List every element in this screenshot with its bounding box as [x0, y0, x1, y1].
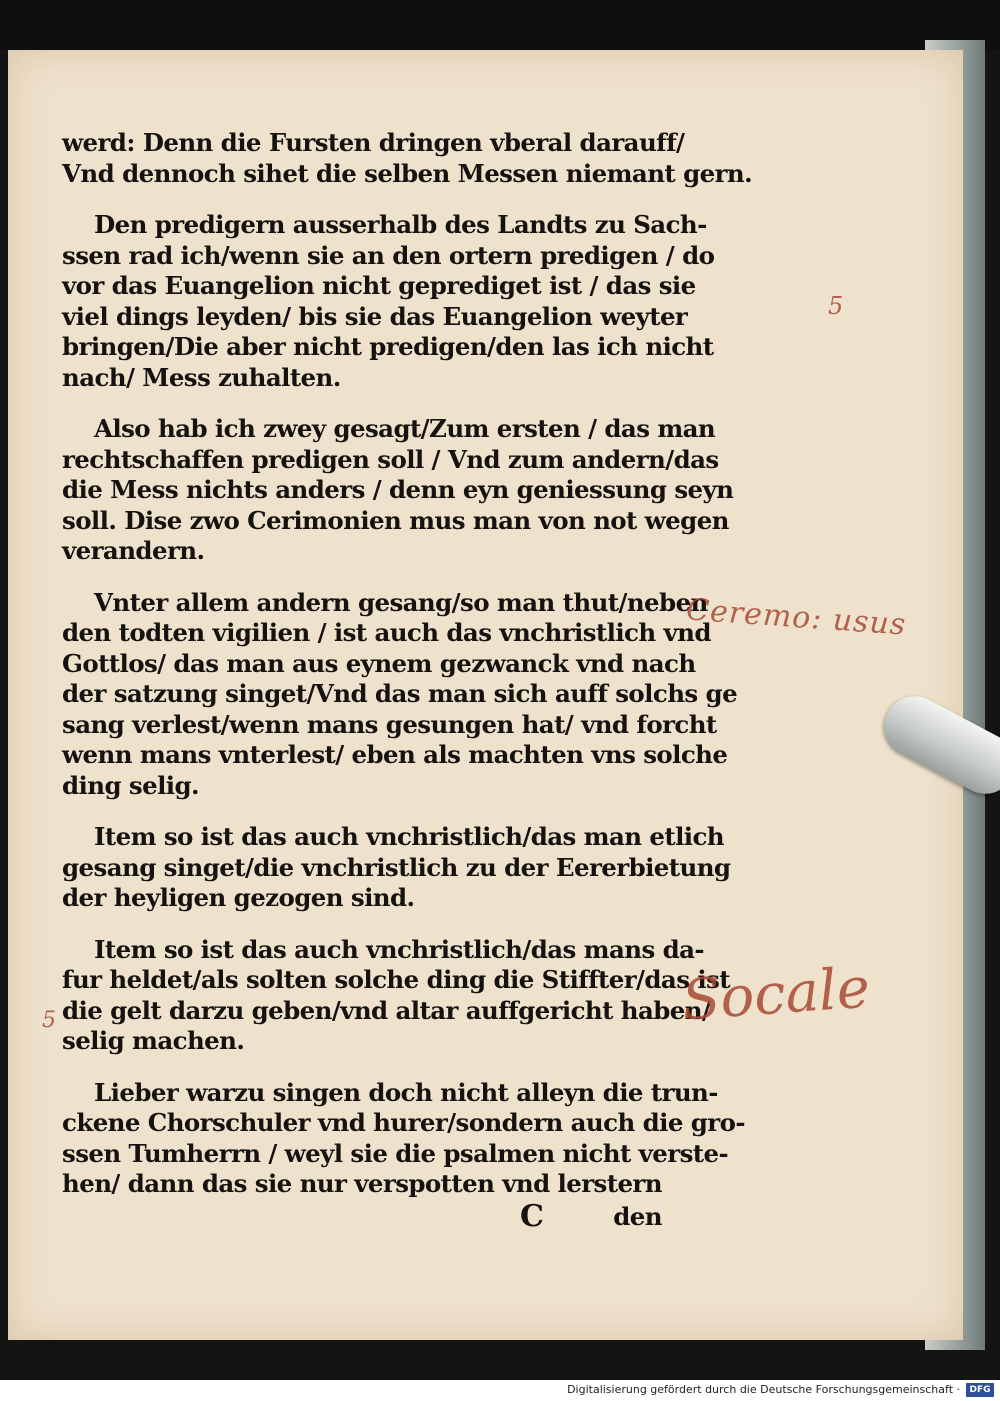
text-line: selig machen.: [62, 1026, 245, 1055]
text-line: vor das Euangelion nicht geprediget ist / das sie: [62, 271, 696, 300]
text-line: die Mess nichts anders / denn eyn geniessung seyn: [62, 475, 734, 504]
paragraph: [62, 210, 715, 393]
scan-background-top: [0, 0, 1000, 50]
text-line: hen/ dann das sie nur verspotten vnd lerstern: [62, 1169, 662, 1198]
text-line: viel dings leyden/ bis sie das Euangelion weyter: [62, 301, 688, 331]
text-line: nach/ Mess zuhalten.: [62, 362, 341, 392]
paragraph: [62, 822, 731, 914]
text-line: den todten vigilien / ist auch das vnchristlich vnd: [62, 618, 711, 647]
paragraph: [62, 128, 753, 189]
text-line: ssen rad ich/wenn sie an den ortern predigen / do: [62, 240, 715, 270]
margin-note-left-5: 5: [42, 1008, 56, 1033]
body-text: [62, 128, 753, 1234]
text-line: die gelt darzu geben/vnd altar auffgericht haben/: [62, 995, 711, 1025]
text-line: Also hab ich zwey gesagt/Zum ersten / das man: [94, 414, 716, 443]
text-line: gesang singet/die vnchristlich zu der Eererbietung: [62, 852, 731, 882]
dfg-logo: DFG: [966, 1383, 994, 1397]
text-line: ssen Tumherrn / weyl sie die psalmen nicht verste-: [62, 1138, 729, 1168]
catchword: den: [613, 1201, 662, 1231]
footer-bar: [0, 1380, 1000, 1401]
text-line: Item so ist das auch vnchristlich/das mans da-: [94, 934, 704, 964]
paragraph: [62, 587, 738, 802]
text-line: ckene Chorschuler vnd hurer/sondern auch die gro-: [62, 1108, 745, 1137]
text-line: fur heldet/als solten solche ding die Stiffter/das ist: [62, 965, 730, 994]
text-line: rechtschaffen predigen soll / Vnd zum andern/das: [62, 444, 719, 474]
margin-note-ceremonies: Ceremo: usus: [685, 592, 908, 643]
text-line: Gottlos/ das man aus eynem gezwanck vnd nach: [62, 648, 696, 678]
text-line: verandern.: [62, 536, 205, 565]
text-line: Vnd dennoch sihet die selben Messen niemant gern.: [62, 158, 753, 188]
paragraph: [62, 934, 730, 1057]
paragraph: [62, 1077, 745, 1200]
signature-mark: C: [520, 1198, 544, 1234]
text-line: ding selig.: [62, 770, 199, 800]
text-line: bringen/Die aber nicht predigen/den las ich nicht: [62, 332, 714, 361]
text-line: Den predigern ausserhalb des Landts zu Sach-: [94, 210, 707, 239]
text-line: der heyligen gezogen sind.: [62, 883, 415, 912]
text-line: wenn mans vnterlest/ eben als machten vns solche: [62, 740, 728, 769]
text-line: Lieber warzu singen doch nicht alleyn die trun-: [94, 1077, 718, 1107]
footer-credit: Digitalisierung gefördert durch die Deutsche Forschungsgemeinschaft ·: [567, 1383, 960, 1396]
text-line: soll. Dise zwo Cerimonien mus man von not wegen: [62, 505, 729, 535]
signature-row: [62, 1198, 662, 1234]
text-line: sang verlest/wenn mans gesungen hat/ vnd forcht: [62, 709, 717, 739]
text-line: Item so ist das auch vnchristlich/das man etlich: [94, 822, 725, 851]
text-line: der satzung singet/Vnd das man sich auff solchs ge: [62, 679, 738, 708]
text-line: werd: Denn die Fursten dringen vberal darauff/: [62, 128, 685, 157]
text-line: Vnter allem andern gesang/so man thut/neben: [94, 587, 708, 617]
margin-note-scrawl: Socale: [679, 955, 872, 1034]
paragraph: [62, 414, 734, 567]
margin-note-5: 5: [828, 292, 844, 320]
